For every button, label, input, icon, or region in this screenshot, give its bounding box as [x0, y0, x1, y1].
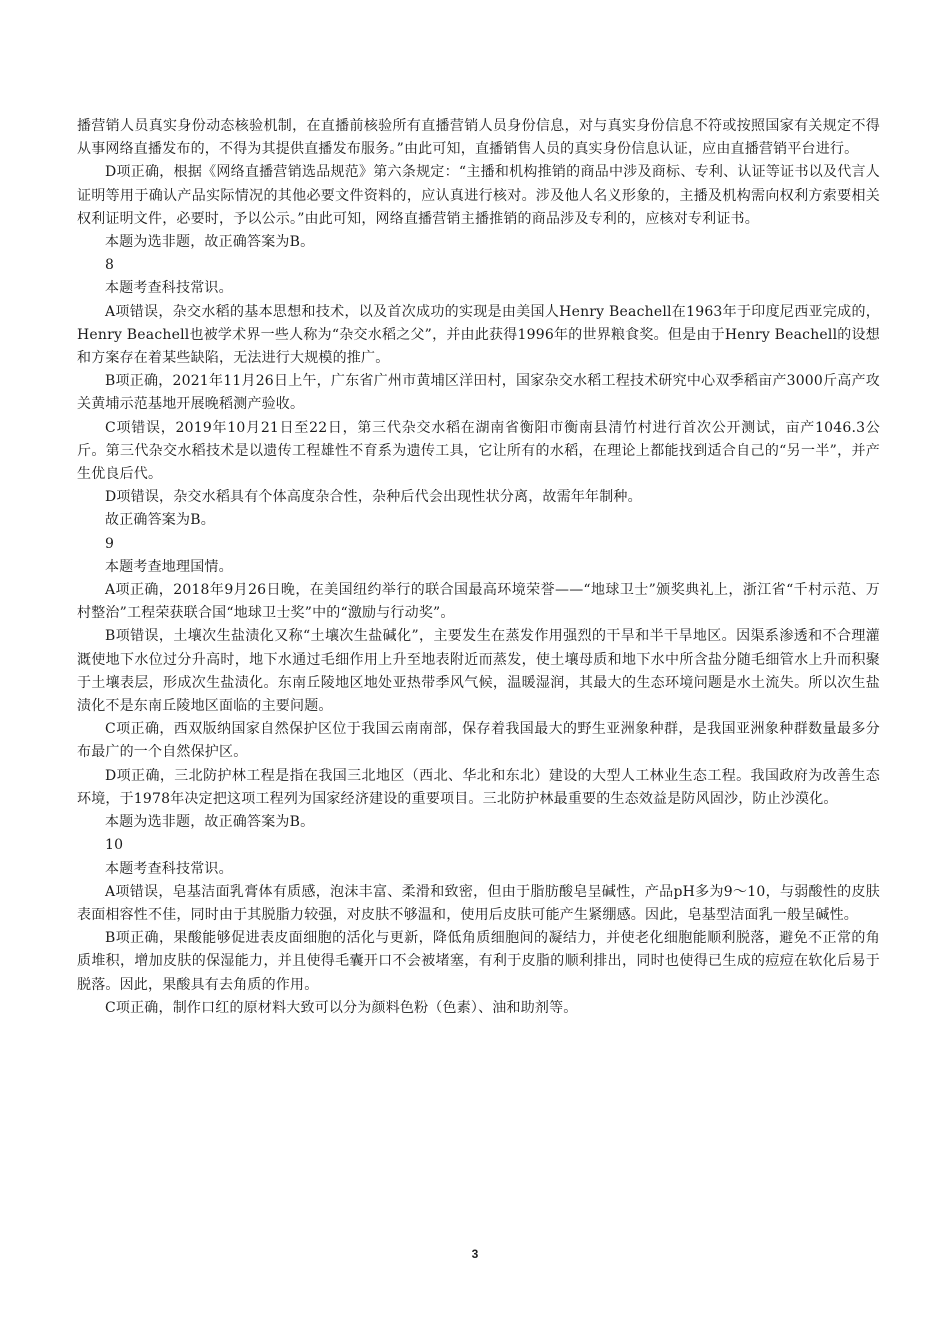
paragraph: 本题考查科技常识。: [105, 280, 233, 297]
paragraph: C项正确，制作口红的原材料大致可以分为颜料色粉（色素）、油和助剂等。: [105, 999, 578, 1016]
paragraph: 本题考查科技常识。: [105, 860, 233, 877]
paragraph: A项错误，杂交水稻的基本思想和技术，以及首次成功的实现是由美国人Henry Beachell在1963年于印度尼西亚完成的，Henry Beachell也被学术界一些人称为“杂交水稻之父”，并由此获得1996年的世界粮食奖。但是由于Henry Beachell的设想和方案存在着某些缺陷，无法进行大规模的推广。: [77, 303, 880, 367]
paragraph: 本题为选非题，故正确答案为B。: [105, 234, 315, 251]
paragraph: C项正确，西双版纳国家自然保护区位于我国云南南部，保存着我国最大的野生亚洲象种群，是我国亚洲象种群数量最多分布最广的一个自然保护区。: [77, 721, 880, 761]
body-text: [77, 115, 880, 1020]
paragraph: B项正确，果酸能够促进表皮面细胞的活化与更新，降低角质细胞间的凝结力，并使老化细胞能顺利脱落，避免不正常的角质堆积，增加皮肤的保湿能力，并且使得毛囊开口不会被堵塞，有利于皮脂的顺利排出，同时也使得已生成的痘痘在软化后易于脱落。因此，果酸具有去角质的作用。: [77, 930, 880, 993]
paragraph: 本题为选非题，故正确答案为B。: [105, 814, 315, 831]
question-number: 8: [105, 257, 115, 274]
paragraph: D项正确，三北防护林工程是指在我国三北地区（西北、华北和东北）建设的大型人工林业生态工程。我国政府为改善生态环境，于1978年决定把这项工程列为国家经济建设的重要项目。三北防护林最重要的生态效益是防风固沙，防止沙漠化。: [77, 767, 880, 807]
page-number: 3: [471, 1247, 479, 1261]
paragraph: C项错误，2019年10月21日至22日，第三代杂交水稻在湖南省衡阳市衡南县清竹村进行首次公开测试，亩产1046.3公斤。第三代杂交水稻技术是以遗传工程雄性不育系为遗传工具，它让所有的水稻，在理论上都能找到适合自己的“另一半”，并产生优良后代。: [77, 419, 880, 483]
paragraph: A项错误，皂基洁面乳膏体有质感，泡沫丰富、柔滑和致密，但由于脂肪酸皂呈碱性，产品pH多为9～10，与弱酸性的皮肤表面相容性不佳，同时由于其脱脂力较强，对皮肤不够温和，使用后皮肤可能产生紧绷感。因此，皂基型洁面乳一般呈碱性。: [77, 883, 880, 923]
paragraph: B项正确，2021年11月26日上午，广东省广州市黄埔区洋田村，国家杂交水稻工程技术研究中心双季稻亩产3000斤高产攻关黄埔示范基地开展晚稻测产验收。: [77, 373, 880, 413]
paragraph: 本题考查地理国情。: [105, 558, 233, 575]
question-number: 9: [105, 535, 115, 552]
paragraph: A项正确，2018年9月26日晚，在美国纽约举行的联合国最高环境荣誉——“地球卫士”颁奖典礼上，浙江省“千村示范、万村整治”工程荣获联合国“地球卫士奖”中的“激励与行动奖”。: [77, 582, 880, 622]
paragraph: 播营销人员真实身份动态核验机制，在直播前核验所有直播营销人员身份信息，对与真实身份信息不符或按照国家有关规定不得从事网络直播发布的，不得为其提供直播发布服务。”由此可知，直播销售人员的真实身份信息认证，应由直播营销平台进行。: [77, 118, 880, 158]
paragraph: 故正确答案为B。: [105, 512, 215, 529]
paragraph: D项正确，根据《网络直播营销选品规范》第六条规定：“主播和机构推销的商品中涉及商标、专利、认证等证书以及代言人证明等用于确认产品实际情况的其他必要文件资料的，应认真进行核对。涉及他人名义形象的，主播及机构需向权利方索要相关权利证明文件，必要时，予以公示。”由此可知，网络直播营销主播推销的商品涉及专利的，应核对专利证书。: [77, 164, 880, 227]
question-number: 10: [105, 837, 124, 854]
paragraph: D项错误，杂交水稻具有个体高度杂合性，杂种后代会出现性状分离，故需年年制种。: [105, 489, 642, 506]
paragraph: B项错误，土壤次生盐渍化又称“土壤次生盐碱化”，主要发生在蒸发作用强烈的干旱和半干旱地区。因渠系渗透和不合理灌溉使地下水位过分升高时，地下水通过毛细作用上升至地表附近而蒸发，使土壤母质和地下水中所含盐分随毛细管水上升而积聚于土壤表层，形成次生盐渍化。东南丘陵地区地处亚热带季风气候，温暖湿润，其最大的生态环境问题是水土流失。所以次生盐渍化不是东南丘陵地区面临的主要问题。: [77, 628, 880, 715]
